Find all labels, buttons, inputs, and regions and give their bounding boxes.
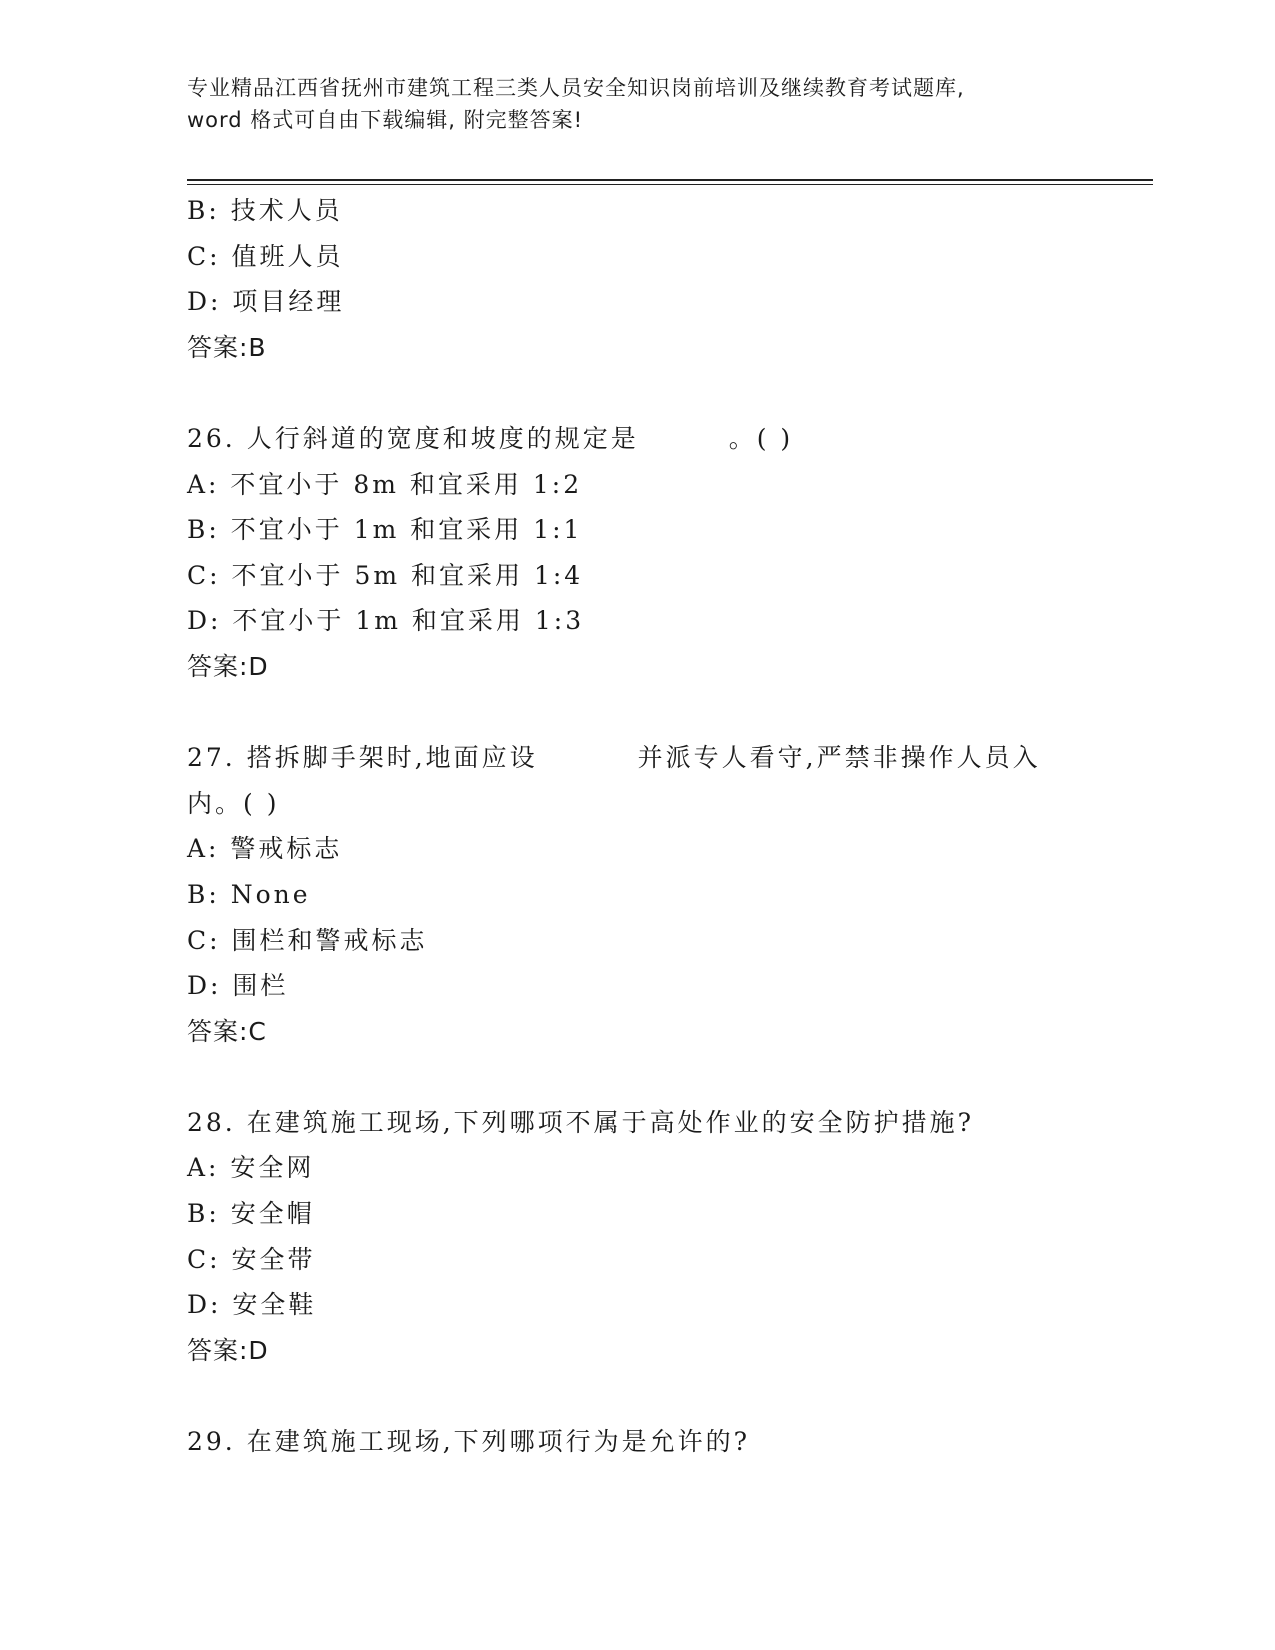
option-c: C: 围栏和警戒标志 [187,925,428,955]
option-a: A: 警戒标志 [187,834,343,864]
question-27-stem [187,735,1087,781]
question-26-stem-a: 26. 人行斜道的宽度和坡度的规定是 [187,423,639,453]
option-d: D: 围栏 [187,971,289,1001]
question-27-stem-b: 并派专人看守,严禁非操作人员入 [637,743,1041,773]
option-b: B: None [187,879,311,909]
option-c: C: 安全带 [187,1244,316,1274]
option-b: B: 技术人员 [187,196,343,225]
question-28-stem: 28. 在建筑施工现场,下列哪项不属于高处作业的安全防护措施? [187,1107,975,1137]
option-d: D: 安全鞋 [187,1290,317,1320]
question-29-stem: 29. 在建筑施工现场,下列哪项行为是允许的? [187,1427,751,1457]
header-rule-thick [187,179,1153,181]
option-d: D: 不宜小于 1m 和宜采用 1:3 [187,606,585,636]
question-27-stem-a: 27. 搭拆脚手架时,地面应设 [187,743,538,773]
header-rule-thin [187,184,1153,185]
option-c: C: 不宜小于 5m 和宜采用 1:4 [187,560,584,590]
option-b: B: 不宜小于 1m 和宜采用 1:1 [187,515,583,545]
question-26-stem-b: 。( ) [728,423,794,453]
question-27-stem-cont: 内。( ) [187,788,280,818]
question-content [187,188,1087,1465]
answer-line: 答案:D [187,651,269,681]
answer-line: 答案:C [187,1016,267,1046]
option-c: C: 值班人员 [187,241,344,271]
answer-line: 答案:B [187,332,267,362]
header-line-2: word 格式可自由下载编辑, 附完整答案! [187,108,584,132]
option-a: A: 不宜小于 8m 和宜采用 1:2 [187,469,583,499]
option-d: D: 项目经理 [187,287,345,317]
header-line-1: 专业精品江西省抚州市建筑工程三类人员安全知识岗前培训及继续教育考试题库, [187,76,965,100]
question-26-stem [187,416,1087,462]
option-a: A: 安全网 [187,1153,315,1183]
answer-line: 答案:D [187,1335,269,1365]
document-header [187,72,1087,136]
option-b: B: 安全帽 [187,1199,315,1229]
